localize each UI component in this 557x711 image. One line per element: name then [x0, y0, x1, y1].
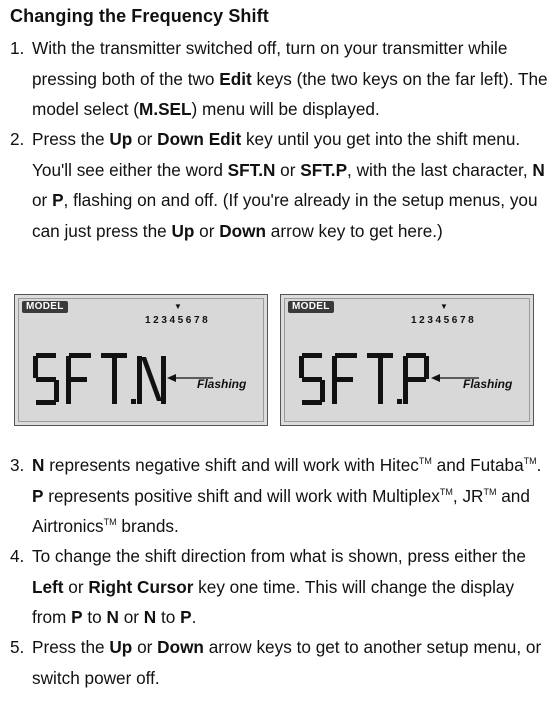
- bold-term: SFT.P: [300, 159, 348, 180]
- bold-term: P: [52, 190, 64, 210]
- bold-term: Right Cursor: [88, 576, 194, 597]
- step-number: 3.: [10, 455, 25, 475]
- lcd-display-sftp: [280, 294, 534, 426]
- model-digits: 12345678: [145, 315, 211, 326]
- step-4: [10, 541, 550, 633]
- text-run: represents negative shift and will work with Hitec: [44, 455, 419, 475]
- step-5: [10, 632, 550, 693]
- down-arrow-icon: ▼: [174, 302, 182, 311]
- text-run: represents positive shift and will work with Multiplex: [43, 485, 440, 506]
- text-run: or: [118, 607, 144, 627]
- text-run: , flashing on and off. (If you're already in the setup menus, you can just press the: [32, 190, 538, 241]
- section-title: Changing the Frequency Shift: [10, 6, 269, 26]
- step-2: [10, 124, 550, 246]
- bold-term: Up: [109, 637, 133, 657]
- bold-term: Up: [171, 220, 195, 241]
- text-run: and Futaba: [431, 455, 524, 475]
- bold-term: Left: [32, 576, 64, 597]
- text-run: or: [275, 159, 301, 180]
- trademark-mark: TM: [523, 456, 537, 466]
- step-number: 4.: [10, 546, 25, 566]
- step-3: [10, 450, 550, 542]
- down-arrow-icon: ▼: [440, 302, 448, 311]
- step-number: 2.: [10, 129, 25, 149]
- trademark-mark: TM: [439, 486, 453, 497]
- text-run: brands.: [116, 516, 179, 536]
- model-tag: MODEL: [288, 301, 334, 313]
- text-run: , with the last character,: [347, 159, 533, 180]
- bold-term: Up: [109, 129, 133, 149]
- text-run: Press the: [32, 637, 110, 657]
- bold-term: P: [71, 607, 83, 627]
- lcd-display-sftn: [14, 294, 268, 426]
- model-tag: MODEL: [22, 301, 68, 313]
- text-run: and Airtronics: [32, 485, 530, 536]
- text-run: or: [132, 129, 158, 149]
- bold-term: Down Edit: [157, 129, 242, 149]
- bold-term: N: [532, 159, 545, 180]
- text-run: or: [132, 637, 158, 657]
- trademark-mark: TM: [483, 486, 497, 497]
- text-run: or: [194, 220, 220, 241]
- text-run: .: [536, 455, 542, 475]
- step-text: [32, 450, 550, 542]
- lcd-screen: [284, 298, 530, 422]
- step-1: [10, 33, 550, 125]
- text-run: or: [63, 576, 89, 597]
- step-text: [32, 541, 550, 633]
- bold-term: SFT.N: [227, 159, 276, 180]
- bold-term: N: [32, 455, 45, 475]
- text-run: To change the shift direction from what is shown, press either the: [32, 546, 526, 566]
- bold-term: Down: [219, 220, 267, 241]
- text-run: Press the: [32, 129, 110, 149]
- text-run: to: [82, 607, 107, 627]
- text-run: ) menu will be displayed.: [191, 99, 380, 119]
- text-run: key one time. This will change the display from: [32, 576, 515, 627]
- trademark-mark: TM: [418, 456, 432, 466]
- text-run: key until you get into the shift menu. You'll see either the word: [32, 129, 521, 180]
- step-number: 5.: [10, 637, 25, 657]
- text-run: arrow key to get here.): [266, 220, 443, 241]
- step-text: [32, 124, 550, 246]
- bold-term: P: [180, 607, 192, 627]
- model-digits: 12345678: [411, 315, 477, 326]
- text-run: arrow keys to get to another setup menu, or switch power off.: [32, 637, 542, 688]
- bold-term: N: [143, 607, 157, 627]
- bold-term: M.SEL: [139, 99, 192, 119]
- text-run: keys (the two keys on the far left). The model select (: [32, 68, 548, 119]
- step-text: [32, 632, 550, 693]
- lcd-screen: [18, 298, 264, 422]
- bold-term: P: [32, 485, 44, 506]
- bold-term: N: [106, 607, 119, 627]
- flashing-label: Flashing: [463, 377, 513, 391]
- flashing-label: Flashing: [197, 377, 247, 391]
- text-run: .: [191, 607, 197, 627]
- trademark-mark: TM: [103, 517, 117, 527]
- text-run: to: [156, 607, 181, 627]
- text-run: With the transmitter switched off, turn on your transmitter while pressing both of the two: [32, 38, 508, 89]
- bold-term: Edit: [219, 68, 252, 89]
- text-run: or: [32, 190, 53, 210]
- step-text: [32, 33, 550, 125]
- text-run: , JR: [452, 485, 484, 506]
- bold-term: Down: [157, 637, 204, 657]
- step-number: 1.: [10, 38, 25, 58]
